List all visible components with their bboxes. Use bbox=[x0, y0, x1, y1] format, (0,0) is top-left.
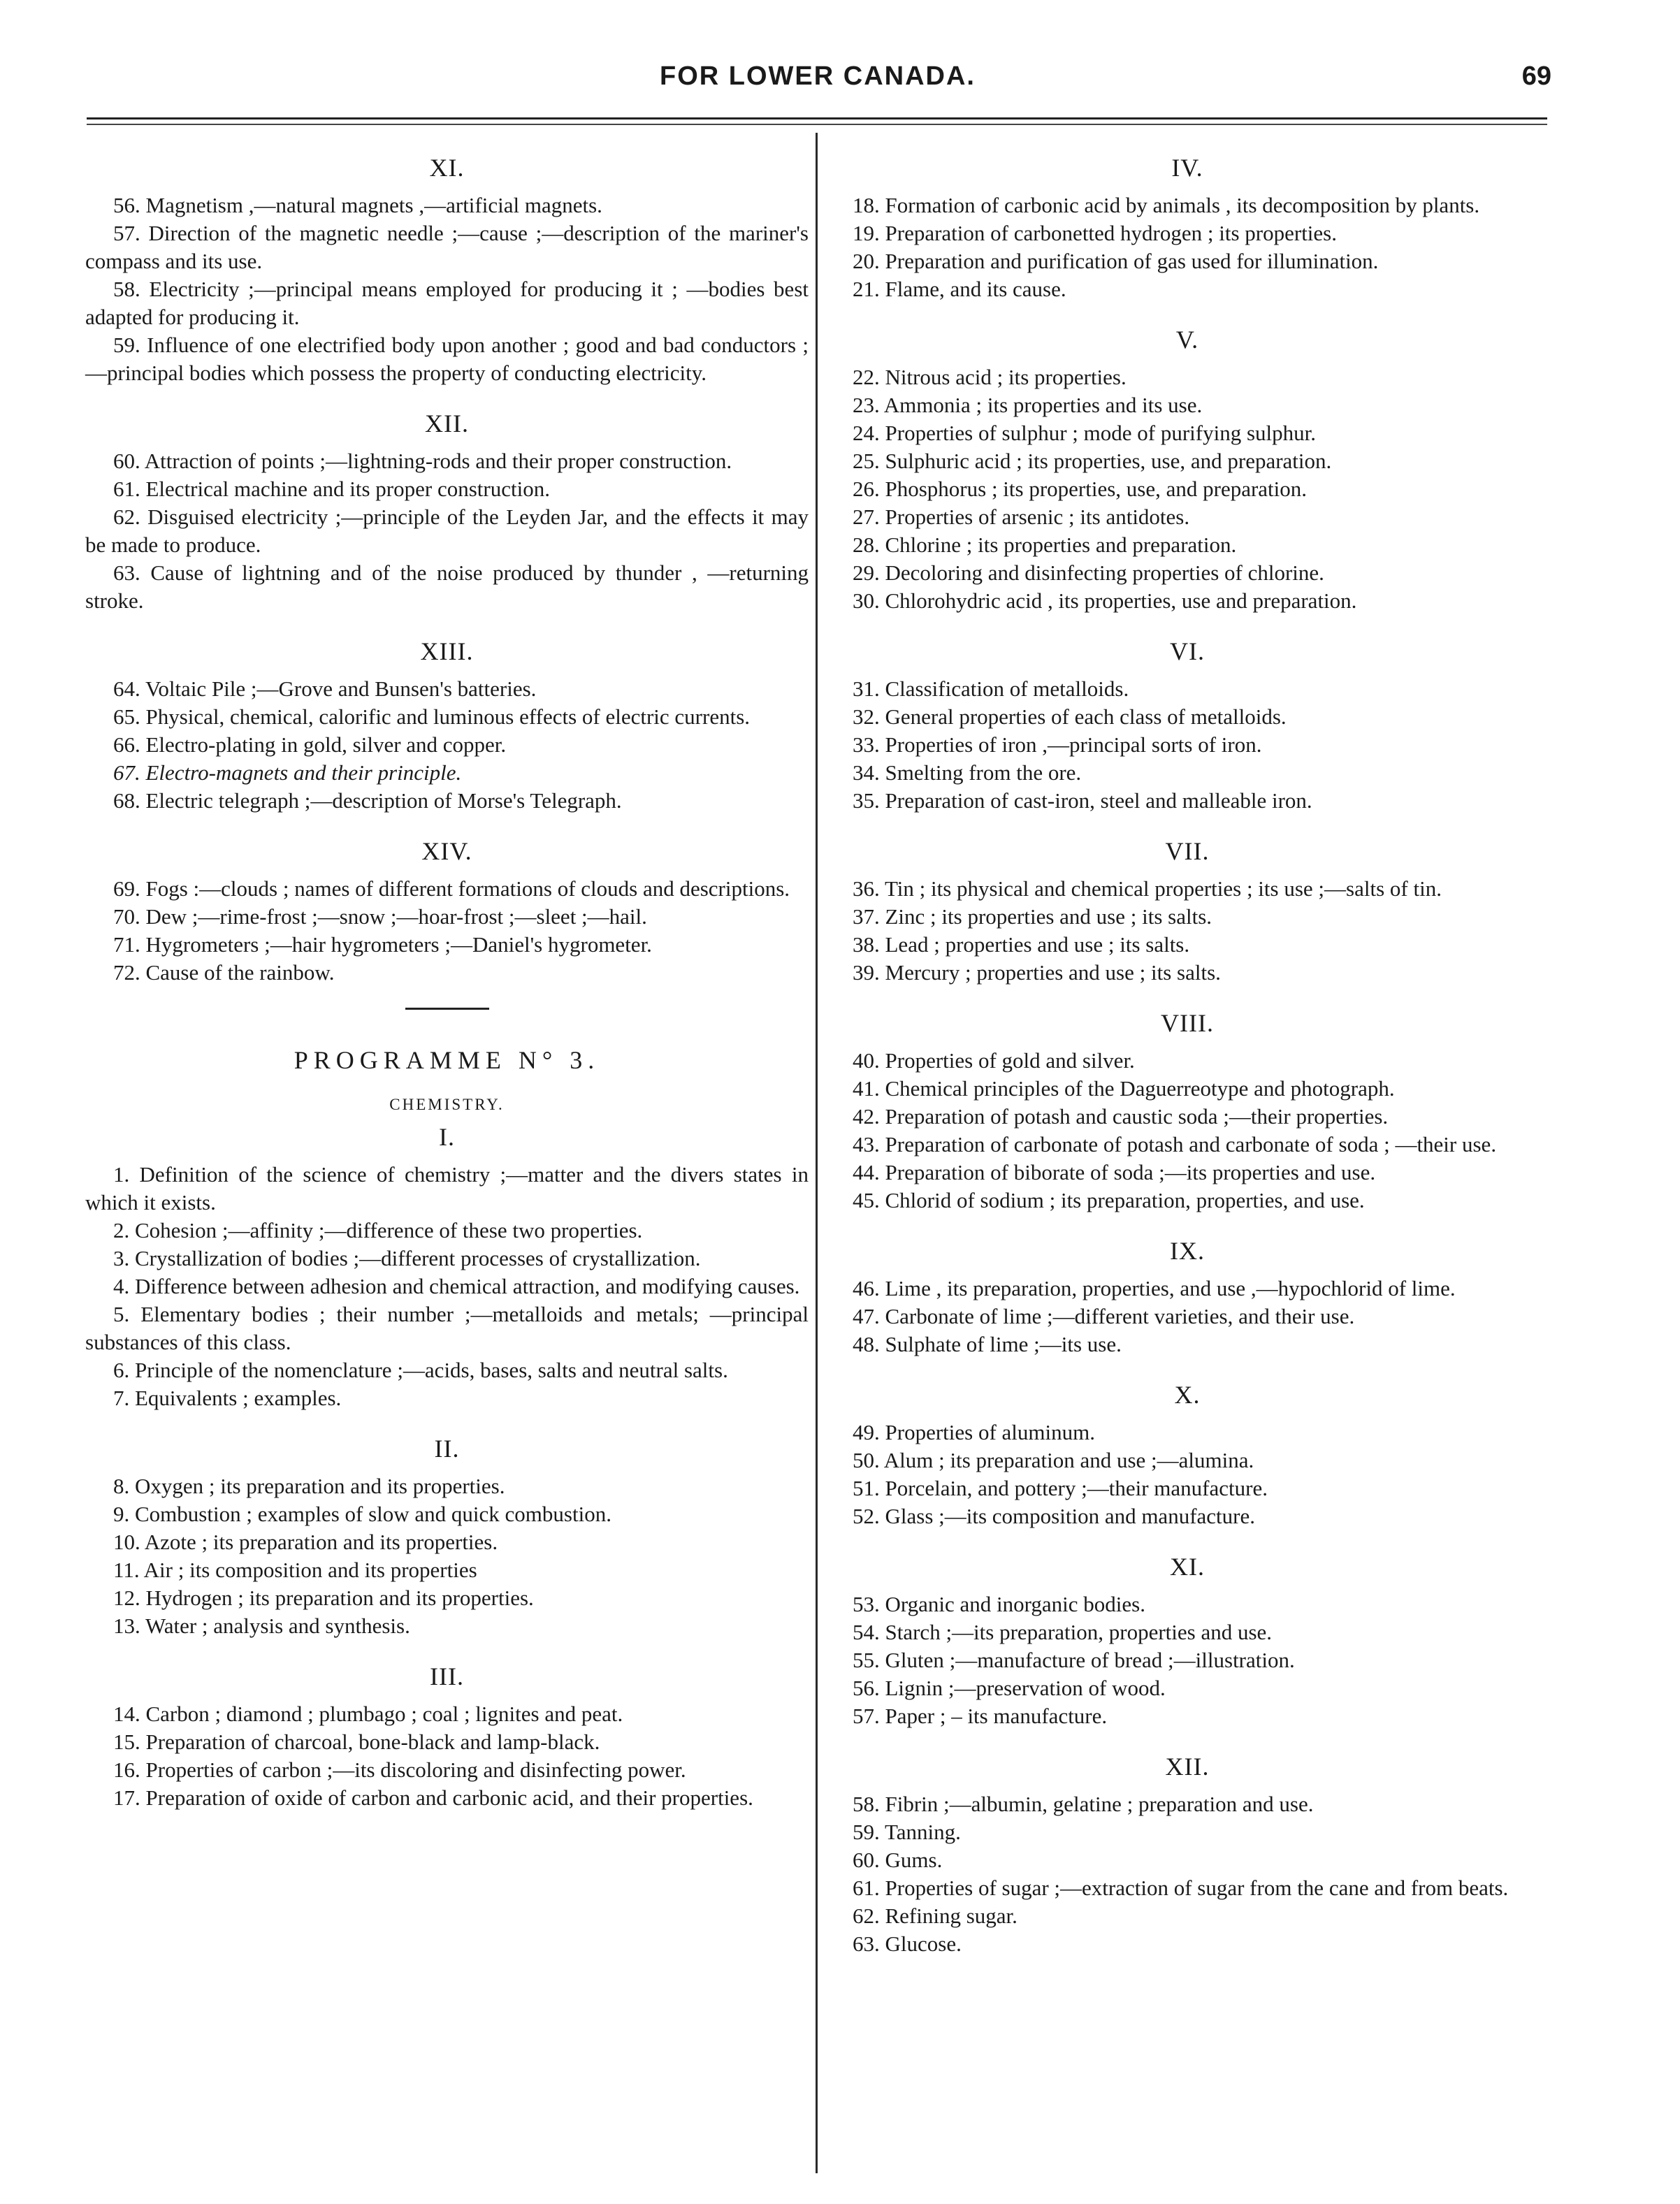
section-heading: X. bbox=[1174, 1381, 1201, 1409]
section-heading: XII. bbox=[1165, 1753, 1210, 1781]
list-item: 30. Chlorohydric acid , its properties, use and preparation. bbox=[853, 588, 1357, 613]
list-item: 39. Mercury ; properties and use ; its salts. bbox=[853, 960, 1221, 985]
list-item: 4. Difference between adhesion and chemical attraction, and modifying causes. bbox=[113, 1274, 800, 1298]
list-item: 64. Voltaic Pile ;—Grove and Bunsen's batteries. bbox=[113, 676, 537, 701]
programme-title: PROGRAMME N° 3. bbox=[294, 1046, 600, 1074]
list-item: 2. Cohesion ;—affinity ;—difference of these two properties. bbox=[113, 1218, 643, 1242]
list-item: 38. Lead ; properties and use ; its salts. bbox=[853, 932, 1190, 957]
section-heading: XIV. bbox=[421, 837, 472, 865]
list-item: 47. Carbonate of lime ;—different varieties, and their use. bbox=[853, 1304, 1355, 1328]
list-item: 14. Carbon ; diamond ; plumbago ; coal ; lignites and peat. bbox=[113, 1702, 623, 1726]
section-divider bbox=[405, 1008, 489, 1010]
section-heading: VII. bbox=[1165, 837, 1210, 865]
list-item: 6. Principle of the nomenclature ;—acids, bases, salts and neutral salts. bbox=[113, 1358, 728, 1382]
list-item: 9. Combustion ; examples of slow and quick combustion. bbox=[113, 1502, 611, 1526]
section-heading: IV. bbox=[1171, 154, 1203, 182]
list-item: 66. Electro-plating in gold, silver and copper. bbox=[113, 732, 507, 757]
list-item: 20. Preparation and purification of gas used for illumination. bbox=[853, 249, 1379, 273]
list-item: 35. Preparation of cast-iron, steel and malleable iron. bbox=[853, 788, 1312, 813]
column-divider bbox=[816, 133, 818, 2173]
list-item: 59. Tanning. bbox=[853, 1820, 961, 1844]
list-item: 58. Electricity ;—principal means employed for producing it ; —bodies best adapted for producing it. bbox=[85, 277, 809, 329]
list-item: 56. Lignin ;—preservation of wood. bbox=[853, 1676, 1166, 1700]
list-item: 12. Hydrogen ; its preparation and its properties. bbox=[113, 1586, 534, 1610]
list-item: 34. Smelting from the ore. bbox=[853, 760, 1082, 785]
list-item: 53. Organic and inorganic bodies. bbox=[853, 1592, 1145, 1616]
list-item: 49. Properties of aluminum. bbox=[853, 1420, 1095, 1444]
list-item: 50. Alum ; its preparation and use ;—alumina. bbox=[853, 1448, 1254, 1472]
list-item: 28. Chlorine ; its properties and preparation. bbox=[853, 532, 1237, 557]
page-number: 69 bbox=[1521, 61, 1551, 91]
list-item: 15. Preparation of charcoal, bone-black and lamp-black. bbox=[113, 1730, 600, 1754]
list-item: 13. Water ; analysis and synthesis. bbox=[113, 1614, 410, 1638]
list-item: 40. Properties of gold and silver. bbox=[853, 1048, 1135, 1073]
list-item: 10. Azote ; its preparation and its properties. bbox=[113, 1530, 498, 1554]
section-heading: IX. bbox=[1170, 1237, 1205, 1265]
list-item: 1. Definition of the science of chemistry ;—matter and the divers states in which it exists. bbox=[85, 1162, 809, 1215]
list-item: 5. Elementary bodies ; their number ;—metalloids and metals; —principal substances of this class. bbox=[85, 1302, 809, 1354]
section-heading: XIII. bbox=[420, 637, 474, 665]
list-item: 52. Glass ;—its composition and manufacture. bbox=[853, 1504, 1255, 1528]
list-item: 7. Equivalents ; examples. bbox=[113, 1386, 342, 1410]
subject-heading: CHEMISTRY. bbox=[389, 1096, 505, 1113]
list-item: 45. Chlorid of sodium ; its preparation, properties, and use. bbox=[853, 1188, 1365, 1212]
list-item: 46. Lime , its preparation, properties, and use ,—hypochlorid of lime. bbox=[853, 1276, 1456, 1300]
list-item: 48. Sulphate of lime ;—its use. bbox=[853, 1332, 1122, 1356]
list-item: 63. Cause of lightning and of the noise produced by thunder , —returning stroke. bbox=[85, 560, 809, 613]
list-item: 31. Classification of metalloids. bbox=[853, 676, 1129, 701]
list-item: 21. Flame, and its cause. bbox=[853, 277, 1066, 301]
list-item: 63. Glucose. bbox=[853, 1931, 962, 1956]
section-heading: VIII. bbox=[1161, 1009, 1214, 1037]
list-item: 24. Properties of sulphur ; mode of purifying sulphur. bbox=[853, 421, 1316, 445]
list-item: 29. Decoloring and disinfecting properties of chlorine. bbox=[853, 560, 1324, 585]
section-heading: XII. bbox=[425, 409, 469, 437]
list-item: 54. Starch ;—its preparation, properties and use. bbox=[853, 1620, 1273, 1644]
section-heading: VI. bbox=[1170, 637, 1205, 665]
list-item: 57. Direction of the magnetic needle ;—cause ;—description of the mariner's compass and its use. bbox=[85, 221, 809, 273]
list-item: 60. Attraction of points ;—lightning-rods and their proper construction. bbox=[113, 449, 732, 473]
list-item: 32. General properties of each class of metalloids. bbox=[853, 704, 1287, 729]
left-column bbox=[85, 147, 809, 1812]
list-item: 58. Fibrin ;—albumin, gelatine ; preparation and use. bbox=[853, 1792, 1314, 1816]
section-heading: I. bbox=[439, 1123, 455, 1151]
list-item: 42. Preparation of potash and caustic soda ;—their properties. bbox=[853, 1104, 1389, 1129]
page-header bbox=[84, 61, 1551, 103]
list-item: 69. Fogs :—clouds ; names of different formations of clouds and descriptions. bbox=[113, 876, 790, 901]
list-item: 22. Nitrous acid ; its properties. bbox=[853, 365, 1127, 389]
list-item: 33. Properties of iron ,—principal sorts of iron. bbox=[853, 732, 1262, 757]
list-item: 27. Properties of arsenic ; its antidotes. bbox=[853, 505, 1190, 529]
list-item: 23. Ammonia ; its properties and its use. bbox=[853, 393, 1203, 417]
running-head: FOR LOWER CANADA. bbox=[660, 61, 976, 91]
list-item: 61. Electrical machine and its proper construction. bbox=[113, 477, 550, 501]
list-item: 57. Paper ; – its manufacture. bbox=[853, 1704, 1108, 1728]
list-item: 59. Influence of one electrified body upon another ; good and bad conductors ;—principal bodies which possess the property of conducting electricity. bbox=[85, 333, 809, 385]
list-item: 25. Sulphuric acid ; its properties, use, and preparation. bbox=[853, 449, 1332, 473]
list-item: 16. Properties of carbon ;—its discoloring and disinfecting power. bbox=[113, 1757, 686, 1782]
list-item: 72. Cause of the rainbow. bbox=[113, 960, 335, 985]
list-item: 51. Porcelain, and pottery ;—their manufacture. bbox=[853, 1476, 1268, 1500]
list-item: 62. Disguised electricity ;—principle of the Leyden Jar, and the effects it may be made to produce. bbox=[85, 505, 809, 557]
list-item: 41. Chemical principles of the Daguerreotype and photograph. bbox=[853, 1076, 1395, 1101]
list-item: 3. Crystallization of bodies ;—different processes of crystallization. bbox=[113, 1246, 701, 1270]
list-item: 36. Tin ; its physical and chemical properties ; its use ;—salts of tin. bbox=[853, 876, 1442, 901]
list-item: 67. Electro-magnets and their principle. bbox=[113, 760, 462, 785]
list-item: 61. Properties of sugar ;—extraction of sugar from the cane and from beats. bbox=[853, 1876, 1509, 1900]
list-item: 37. Zinc ; its properties and use ; its salts. bbox=[853, 904, 1212, 929]
list-item: 60. Gums. bbox=[853, 1848, 943, 1872]
list-item: 19. Preparation of carbonetted hydrogen ; its properties. bbox=[853, 221, 1337, 245]
list-item: 56. Magnetism ,—natural magnets ,—artificial magnets. bbox=[113, 193, 602, 217]
section-heading: XI. bbox=[1170, 1553, 1205, 1581]
section-heading: V. bbox=[1175, 326, 1199, 354]
list-item: 26. Phosphorus ; its properties, use, and preparation. bbox=[853, 477, 1308, 501]
list-item: 55. Gluten ;—manufacture of bread ;—illustration. bbox=[853, 1648, 1295, 1672]
list-item: 65. Physical, chemical, calorific and luminous effects of electric currents. bbox=[113, 704, 751, 729]
header-rule bbox=[87, 117, 1547, 125]
section-heading: III. bbox=[430, 1662, 464, 1690]
list-item: 62. Refining sugar. bbox=[853, 1904, 1018, 1928]
list-item: 18. Formation of carbonic acid by animals , its decomposition by plants. bbox=[853, 193, 1480, 217]
list-item: 17. Preparation of oxide of carbon and carbonic acid, and their properties. bbox=[113, 1785, 753, 1810]
section-heading: II. bbox=[434, 1435, 460, 1463]
list-item: 8. Oxygen ; its preparation and its properties. bbox=[113, 1474, 505, 1498]
section-heading: XI. bbox=[429, 154, 465, 182]
list-item: 44. Preparation of biborate of soda ;—its properties and use. bbox=[853, 1160, 1376, 1184]
right-column bbox=[825, 147, 1550, 1958]
list-item: 68. Electric telegraph ;—description of Morse's Telegraph. bbox=[113, 788, 622, 813]
list-item: 43. Preparation of carbonate of potash and carbonate of soda ; —their use. bbox=[853, 1132, 1497, 1157]
list-item: 11. Air ; its composition and its properties bbox=[113, 1558, 477, 1582]
list-item: 70. Dew ;—rime-frost ;—snow ;—hoar-frost ;—sleet ;—hail. bbox=[113, 904, 647, 929]
list-item: 71. Hygrometers ;—hair hygrometers ;—Daniel's hygrometer. bbox=[113, 932, 652, 957]
